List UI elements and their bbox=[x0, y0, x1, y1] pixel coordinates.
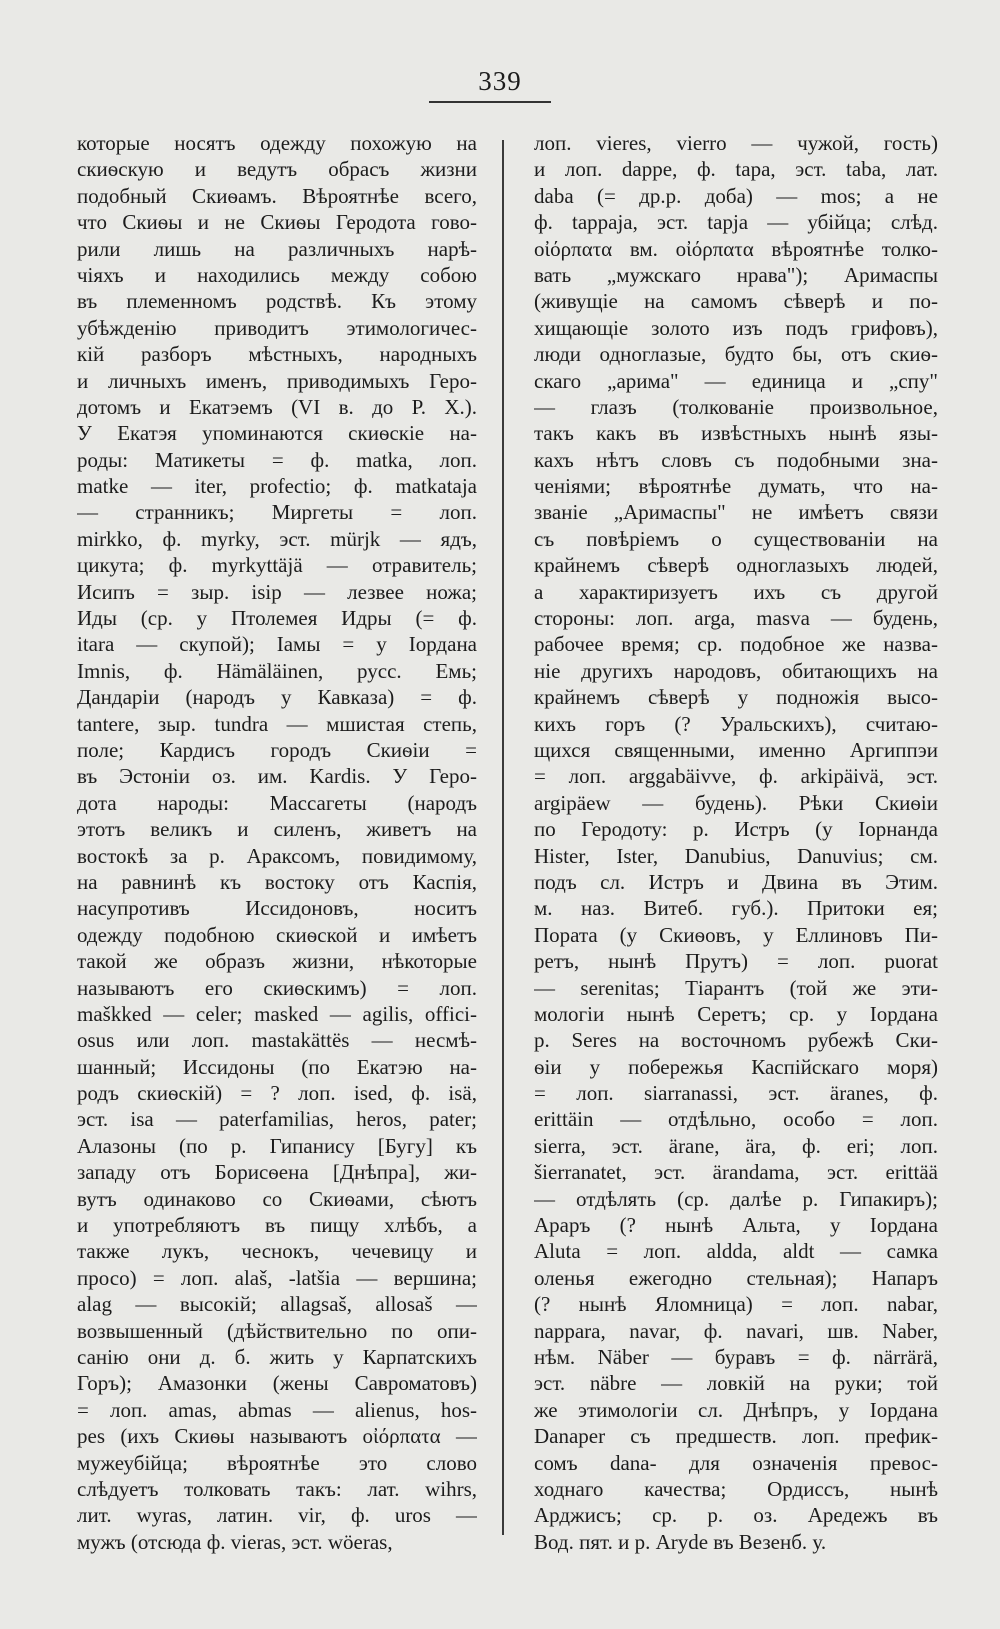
text-line: званіе „Аримаспы" не имѣетъ связи bbox=[534, 500, 938, 525]
text-line: мужъ (отсюда ф. vieras, эст. wöeras, bbox=[77, 1529, 393, 1554]
text-line: (живущіе на самомъ сѣверѣ и по- bbox=[534, 289, 938, 314]
text-line: лоп. vieres, vierro — чужой, гость) bbox=[534, 131, 938, 155]
text-line: м. наз. Витеб. губ.). Притоки ея; bbox=[534, 896, 938, 921]
text-line: такъ какъ въ извѣстныхъ нынѣ язы- bbox=[534, 421, 938, 446]
text-line: по Геродоту: р. Истръ (у Іорнанда bbox=[534, 817, 938, 842]
text-line: ѳіи у побережья Каспійскаго моря) bbox=[534, 1054, 938, 1079]
text-line: alag — высокій; allagsaš, allosaš — bbox=[77, 1292, 477, 1317]
text-line: ченіями; вѣроятнѣе думать, что на- bbox=[534, 474, 938, 499]
text-line: Пората (у Скиѳовъ, у Еллиновъ Пи- bbox=[534, 922, 938, 947]
text-line: Дандаріи (народъ у Кавказа) = ф. bbox=[77, 685, 477, 710]
text-line: рабочее время; ср. подобное же назва- bbox=[534, 632, 938, 657]
text-line: слѣдуетъ толковать такъ: лат. wihrs, bbox=[77, 1476, 477, 1501]
text-line: Danaper съ предшеств. лоп. префик- bbox=[534, 1424, 938, 1449]
text-line: и личныхъ именъ, приводимыхъ Геро- bbox=[77, 368, 477, 393]
text-line: — странникъ; Миргеты = лоп. bbox=[77, 500, 477, 525]
text-line: — serenitas; Тіарантъ (той же эти- bbox=[534, 975, 938, 1000]
text-line: Алазоны (по р. Гипанису [Бугу] къ bbox=[77, 1133, 477, 1158]
text-line: роды: Матикеты = ф. matka, лоп. bbox=[77, 447, 477, 472]
text-line: оленья ежегодно стельная); Напаръ bbox=[534, 1265, 938, 1290]
text-line: (? нынѣ Яломница) = лоп. nabar, bbox=[534, 1292, 938, 1317]
text-line: подобный Скиѳамъ. Вѣроятнѣе всего, bbox=[77, 183, 477, 208]
text-line: pes (ихъ Скиѳы называютъ οἰόρπατα — bbox=[77, 1424, 477, 1449]
text-line: мологіи нынѣ Серетъ; ср. у Іордана bbox=[534, 1001, 938, 1026]
text-line: sierra, эст. ärane, ära, ф. eri; лоп. bbox=[534, 1133, 938, 1158]
text-line: daba (= др.р. доба) — mos; а не bbox=[534, 183, 938, 208]
text-line: эст. näbre — ловкій на руки; той bbox=[534, 1371, 938, 1396]
text-line: скиѳскую и ведутъ обрасъ жизни bbox=[77, 157, 477, 182]
text-line: Араръ (? нынѣ Альта, у Іордана bbox=[534, 1213, 938, 1238]
text-line: въ Эстоніи оз. им. Kardis. У Геро- bbox=[77, 764, 477, 789]
text-line: просо) = лоп. alaš, -latšia — вершина; bbox=[77, 1265, 477, 1290]
text-line: въ племенномъ родствѣ. Къ этому bbox=[77, 289, 477, 314]
text-line: также лукъ, чеснокъ, чечевицу и bbox=[77, 1239, 477, 1264]
text-line: такой же образъ жизни, нѣкоторые bbox=[77, 949, 477, 974]
text-line: лит. wyras, латин. vir, ф. uros — bbox=[77, 1503, 477, 1528]
text-line: дотомъ и Екатэемъ (VI в. до Р. X.). bbox=[77, 394, 477, 419]
right-column bbox=[534, 130, 938, 1555]
text-line: Исипъ = зыр. isip — лезвее ножа; bbox=[77, 579, 477, 604]
text-line: кій разборъ мѣстныхъ, народныхъ bbox=[77, 342, 477, 367]
text-line: родъ скиѳскій) = ? лоп. ised, ф. isä, bbox=[77, 1081, 477, 1106]
text-line: же этимологіи сл. Днѣпръ, у Іордана bbox=[534, 1397, 938, 1422]
text-line: — глазъ (толкованіе произвольное, bbox=[534, 394, 938, 419]
text-line: а характиризуетъ ихъ съ другой bbox=[534, 579, 938, 604]
text-line: скаго „арима" — единица и „спу" bbox=[534, 368, 938, 393]
text-line: хищающіе золото изъ подъ грифовъ), bbox=[534, 315, 938, 340]
text-line: чіяхъ и находились между собою bbox=[77, 262, 477, 287]
text-line: крайнемъ сѣверѣ одноглазыхъ людей, bbox=[534, 553, 938, 578]
text-line: которые носятъ одежду похожую на bbox=[77, 131, 477, 155]
text-line: šierranatet, эст. ärandama, эст. erittää bbox=[534, 1160, 938, 1185]
text-line: дота народы: Массагеты (народъ bbox=[77, 790, 477, 815]
text-line: называютъ его скиѳскимъ) = лоп. bbox=[77, 975, 477, 1000]
text-line: osus или лоп. mastakättës — несмѣ- bbox=[77, 1028, 477, 1053]
text-line: = лоп. amas, abmas — alienus, hos- bbox=[77, 1397, 477, 1422]
text-line: = лоп. arggabäivve, ф. arkipäivä, эст. bbox=[534, 764, 938, 789]
text-line: Imnis, ф. Hämäläinen, русс. Емь; bbox=[77, 658, 477, 683]
text-line: Aluta = лоп. aldda, aldt — самка bbox=[534, 1239, 938, 1264]
text-line: шанный; Иссидоны (по Екатэю на- bbox=[77, 1054, 477, 1079]
text-line: съ повѣріемъ о существованіи на bbox=[534, 526, 938, 551]
text-line: erittäin — отдѣльно, особо = лоп. bbox=[534, 1107, 938, 1132]
header-rule bbox=[429, 101, 551, 103]
text-line: насупротивъ Иссидоновъ, носитъ bbox=[77, 896, 477, 921]
text-line: вутъ одинаково со Скиѳами, сѣютъ bbox=[77, 1186, 477, 1211]
text-line: кихъ горъ (? Уральскихъ), считаю- bbox=[534, 711, 938, 736]
text-line: ф. tappaja, эст. tapja — убійца; слѣд. bbox=[534, 210, 938, 235]
text-line: на равнинѣ къ востоку отъ Каспія, bbox=[77, 869, 477, 894]
text-line: этотъ великъ и силенъ, живетъ на bbox=[77, 817, 477, 842]
text-line: р. Seres на восточномъ рубежѣ Ски- bbox=[534, 1028, 938, 1053]
text-line: matke — iter, profectio; ф. matkataja bbox=[77, 474, 477, 499]
text-line: οἰόρπατα вм. οἰόρπατα вѣроятнѣе толко- bbox=[534, 236, 938, 261]
text-line: западу отъ Борисѳена [Днѣпра], жи- bbox=[77, 1160, 477, 1185]
text-line: рили лишь на различныхъ нарѣ- bbox=[77, 236, 477, 261]
text-line: эст. isa — paterfamilias, heros, pater; bbox=[77, 1107, 477, 1132]
text-line: Hister, Ister, Danubius, Danuvius; см. bbox=[534, 843, 938, 868]
text-line: argipäew — будень). Рѣки Скиѳіи bbox=[534, 790, 938, 815]
text-line: нѣм. Näber — буравъ = ф. närrärä, bbox=[534, 1344, 938, 1369]
text-line: мужеубійца; вѣроятнѣе это слово bbox=[77, 1450, 477, 1475]
text-line: и употребляютъ въ пищу хлѣбъ, а bbox=[77, 1213, 477, 1238]
column-divider bbox=[502, 140, 504, 1535]
text-line: Вод. пят. и р. Aryde въ Везенб. у. bbox=[534, 1529, 827, 1554]
text-line: — отдѣлять (ср. далѣе р. Гипакиръ); bbox=[534, 1186, 938, 1211]
left-column bbox=[77, 130, 477, 1555]
text-line: ретъ, нынѣ Прутъ) = лоп. puorat bbox=[534, 949, 938, 974]
text-line: что Скиѳы и не Скиѳы Геродота гово- bbox=[77, 210, 477, 235]
text-line: ніе другихъ народовъ, обитающихъ на bbox=[534, 658, 938, 683]
text-line: цикута; ф. myrkyttäjä — отравитель; bbox=[77, 553, 477, 578]
text-line: щихся священными, именно Аргиппэи bbox=[534, 737, 938, 762]
text-line: Горъ); Амазонки (жены Савроматовъ) bbox=[77, 1371, 477, 1396]
text-line: сомъ dana- для означенія превос- bbox=[534, 1450, 938, 1475]
text-line: itara — скупой); Іамы = у Іордана bbox=[77, 632, 477, 657]
text-line: возвышенный (дѣйствительно по опи- bbox=[77, 1318, 477, 1343]
text-line: nappara, navar, ф. navari, шв. Naber, bbox=[534, 1318, 938, 1343]
text-line: люди одноглазые, будто бы, отъ скиѳ- bbox=[534, 342, 938, 367]
text-line: подъ сл. Истръ и Двина въ Этим. bbox=[534, 869, 938, 894]
text-line: Арджисъ; ср. р. оз. Аредежъ въ bbox=[534, 1503, 938, 1528]
text-line: У Екатэя упоминаются скиѳскіе на- bbox=[77, 421, 477, 446]
text-line: востокѣ за р. Араксомъ, повидимому, bbox=[77, 843, 477, 868]
text-line: кахъ нѣтъ словъ съ подобными зна- bbox=[534, 447, 938, 472]
text-line: и лоп. dappe, ф. tapa, эст. taba, лат. bbox=[534, 157, 938, 182]
text-line: санію они д. б. жить у Карпатскихъ bbox=[77, 1344, 477, 1369]
text-line: ходнаго качества; Ордиссъ, нынѣ bbox=[534, 1476, 938, 1501]
text-line: поле; Кардисъ городъ Скиѳіи = bbox=[77, 737, 477, 762]
text-line: стороны: лоп. arga, masva — будень, bbox=[534, 606, 938, 631]
text-line: maškked — celer; masked — agilis, offici- bbox=[77, 1001, 477, 1026]
page-number: 339 bbox=[478, 66, 522, 96]
text-line: = лоп. siarranassi, эст. äranes, ф. bbox=[534, 1081, 938, 1106]
text-line: убѣжденію приводитъ этимологичес- bbox=[77, 315, 477, 340]
text-line: вать „мужскаго нрава"); Аримаспы bbox=[534, 262, 938, 287]
text-line: Иды (ср. у Птолемея Идры (= ф. bbox=[77, 606, 477, 631]
text-line: mirkko, ф. myrky, эст. mürjk — ядъ, bbox=[77, 526, 477, 551]
text-line: крайнемъ сѣверѣ у подножія высо- bbox=[534, 685, 938, 710]
text-line: tantere, зыр. tundra — мшистая степь, bbox=[77, 711, 477, 736]
text-line: одежду подобною скиѳской и имѣетъ bbox=[77, 922, 477, 947]
